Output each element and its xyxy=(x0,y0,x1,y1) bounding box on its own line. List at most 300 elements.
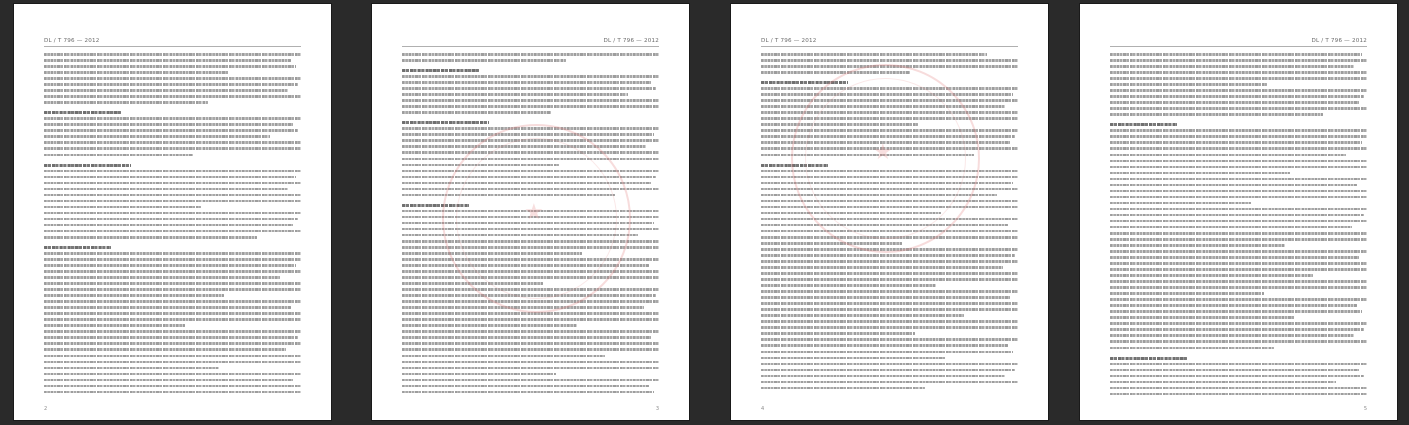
text-line-ink xyxy=(1110,147,1367,150)
text-line xyxy=(44,101,301,106)
text-line xyxy=(402,258,659,263)
text-line-ink xyxy=(44,355,301,358)
text-line xyxy=(761,59,1018,64)
paragraph-gap xyxy=(1110,353,1367,356)
text-line xyxy=(44,342,301,347)
text-line-ink xyxy=(761,218,1018,221)
text-line xyxy=(44,306,301,311)
text-line xyxy=(44,135,301,140)
text-line-ink xyxy=(44,77,301,80)
text-line xyxy=(761,363,1018,368)
page-header-code: DL / T 796 — 2012 xyxy=(603,38,659,44)
text-line xyxy=(761,111,1018,116)
text-line-ink xyxy=(402,59,566,62)
text-line-ink xyxy=(402,300,659,303)
text-line xyxy=(402,145,659,150)
text-line xyxy=(761,99,1018,104)
text-line-ink xyxy=(402,182,651,185)
text-line xyxy=(402,367,659,372)
text-line-ink xyxy=(402,306,644,309)
text-line-ink xyxy=(761,154,974,157)
text-line-ink xyxy=(761,59,1018,62)
text-line xyxy=(44,123,301,128)
text-line-ink xyxy=(1110,292,1264,295)
text-line xyxy=(402,348,659,353)
text-line-ink xyxy=(761,194,997,197)
text-line-ink xyxy=(1110,190,1367,193)
text-line-ink xyxy=(402,336,651,339)
text-line xyxy=(1110,71,1367,76)
text-line-ink xyxy=(761,357,946,360)
text-line xyxy=(44,117,301,122)
document-page[interactable] xyxy=(731,4,1048,420)
text-line xyxy=(44,176,301,181)
text-line xyxy=(761,357,1018,362)
text-line-ink xyxy=(44,53,301,56)
text-line-ink xyxy=(1110,89,1367,92)
text-line xyxy=(402,312,659,317)
text-line-ink xyxy=(402,133,654,136)
text-line-ink xyxy=(1110,141,1362,144)
text-line xyxy=(1110,95,1367,100)
text-line-ink xyxy=(1110,83,1267,86)
text-line xyxy=(402,99,659,104)
text-line xyxy=(402,294,659,299)
text-line-ink xyxy=(761,332,915,335)
text-line xyxy=(761,266,1018,271)
text-line xyxy=(402,228,659,233)
text-line-ink xyxy=(44,59,291,62)
text-line xyxy=(402,270,659,275)
text-line-ink xyxy=(402,294,656,297)
text-line-ink xyxy=(44,117,301,120)
text-line xyxy=(44,391,301,396)
text-line-ink xyxy=(44,83,298,86)
header-rule xyxy=(761,46,1018,47)
text-line xyxy=(1110,65,1367,70)
text-line xyxy=(761,176,1018,181)
text-line-ink xyxy=(44,129,298,132)
text-line xyxy=(761,375,1018,380)
text-line-ink xyxy=(402,151,659,154)
text-line-ink xyxy=(44,89,288,92)
text-line-ink xyxy=(402,342,659,345)
text-line-ink xyxy=(44,141,301,144)
text-line-ink xyxy=(402,69,479,72)
text-line-ink xyxy=(44,71,229,74)
text-line-ink xyxy=(44,176,296,179)
text-line xyxy=(44,379,301,384)
text-line xyxy=(761,381,1018,386)
text-line xyxy=(402,188,659,193)
text-line xyxy=(761,338,1018,343)
text-line xyxy=(402,194,659,199)
text-line-ink xyxy=(44,294,224,297)
text-line xyxy=(761,326,1018,331)
text-line-ink xyxy=(761,290,1018,293)
text-line xyxy=(44,182,301,187)
text-line-ink xyxy=(1110,262,1367,265)
text-line-ink xyxy=(44,288,301,291)
text-line-ink xyxy=(1110,129,1367,132)
text-line-ink xyxy=(761,212,941,215)
text-line-ink xyxy=(402,355,605,358)
text-line-ink xyxy=(761,224,1008,227)
text-line-ink xyxy=(1110,268,1367,271)
text-line xyxy=(402,246,659,251)
text-line xyxy=(44,336,301,341)
text-line xyxy=(402,240,659,245)
text-line-ink xyxy=(402,145,646,148)
text-line xyxy=(402,170,659,175)
text-line xyxy=(44,141,301,146)
text-line xyxy=(761,260,1018,265)
text-line-ink xyxy=(1110,274,1313,277)
text-line-ink xyxy=(402,373,556,376)
text-line xyxy=(44,373,301,378)
text-line xyxy=(402,234,659,239)
text-line-ink xyxy=(44,230,301,233)
text-line xyxy=(1110,393,1367,398)
text-line xyxy=(761,218,1018,223)
text-line-ink xyxy=(44,306,291,309)
page-number: 3 xyxy=(655,406,659,412)
text-line-ink xyxy=(761,369,1015,372)
text-line xyxy=(1110,363,1367,368)
text-line xyxy=(761,284,1018,289)
text-line-ink xyxy=(402,318,659,321)
text-line-ink xyxy=(1110,202,1251,205)
text-line xyxy=(761,278,1018,283)
text-line-ink xyxy=(44,379,293,382)
text-line-ink xyxy=(1110,53,1362,56)
text-line-ink xyxy=(402,385,649,388)
text-line-ink xyxy=(402,288,659,291)
text-line-ink xyxy=(761,170,1018,173)
text-line xyxy=(402,176,659,181)
text-line-ink xyxy=(44,300,301,303)
page-number: 4 xyxy=(761,406,765,412)
text-line-ink xyxy=(761,338,1018,341)
text-line xyxy=(761,200,1018,205)
text-line xyxy=(44,224,301,229)
text-line xyxy=(402,288,659,293)
text-line xyxy=(1110,322,1367,327)
text-line xyxy=(402,355,659,360)
text-line-ink xyxy=(1110,328,1364,331)
text-line xyxy=(1110,135,1367,140)
text-line-ink xyxy=(1110,340,1367,343)
text-line xyxy=(44,282,301,287)
text-line xyxy=(1110,381,1367,386)
text-line-ink xyxy=(402,53,659,56)
text-line-ink xyxy=(1110,154,1346,157)
text-line-ink xyxy=(761,81,848,84)
text-line xyxy=(1110,129,1367,134)
text-line xyxy=(1110,113,1367,118)
text-line-ink xyxy=(1110,123,1177,126)
text-line-ink xyxy=(1110,226,1352,229)
text-line xyxy=(1110,232,1367,237)
text-line xyxy=(761,71,1018,76)
text-line xyxy=(761,387,1018,392)
text-line xyxy=(1110,147,1367,152)
text-line xyxy=(1110,286,1367,291)
text-line-ink xyxy=(761,206,1018,209)
text-line xyxy=(761,302,1018,307)
text-line xyxy=(402,306,659,311)
text-line-ink xyxy=(1110,184,1357,187)
text-line-ink xyxy=(761,123,918,126)
text-line xyxy=(402,111,659,116)
text-line xyxy=(44,111,301,116)
text-line xyxy=(1110,357,1367,362)
text-line-ink xyxy=(761,105,1005,108)
text-line xyxy=(402,139,659,144)
text-line xyxy=(761,129,1018,134)
text-line-ink xyxy=(761,278,1018,281)
text-line-ink xyxy=(402,87,656,90)
text-line-ink xyxy=(44,348,286,351)
text-line xyxy=(1110,208,1367,213)
text-line-ink xyxy=(44,147,301,150)
text-line xyxy=(1110,334,1367,339)
text-line-ink xyxy=(44,336,298,339)
text-line xyxy=(1110,387,1367,392)
text-line xyxy=(44,53,301,58)
text-line-ink xyxy=(1110,166,1367,169)
text-line xyxy=(1110,310,1367,315)
text-line-ink xyxy=(1110,286,1367,289)
text-line-ink xyxy=(44,65,296,68)
text-line xyxy=(44,83,301,88)
text-line-ink xyxy=(1110,322,1367,325)
text-line-ink xyxy=(44,188,288,191)
text-line xyxy=(761,332,1018,337)
text-line-ink xyxy=(1110,59,1367,62)
text-line-ink xyxy=(761,351,1013,354)
text-line-ink xyxy=(44,276,280,279)
text-line xyxy=(761,224,1018,229)
text-line xyxy=(44,258,301,263)
text-line-ink xyxy=(761,182,1013,185)
text-line xyxy=(1110,77,1367,82)
text-line-ink xyxy=(402,391,654,394)
text-line-ink xyxy=(402,270,659,273)
text-line-ink xyxy=(761,266,1003,269)
text-line xyxy=(44,324,301,329)
text-line-ink xyxy=(402,139,659,142)
text-line-ink xyxy=(1110,304,1357,307)
text-line-ink xyxy=(44,246,111,249)
text-line xyxy=(402,182,659,187)
text-line xyxy=(402,127,659,132)
text-line xyxy=(44,276,301,281)
text-line-ink xyxy=(402,158,659,161)
text-line xyxy=(44,71,301,76)
text-line xyxy=(44,300,301,305)
text-line-ink xyxy=(761,344,1008,347)
text-line-ink xyxy=(1110,347,1274,350)
text-line-ink xyxy=(402,99,659,102)
text-line xyxy=(44,330,301,335)
text-line-ink xyxy=(44,194,301,197)
text-line xyxy=(1110,274,1367,279)
paragraph-gap xyxy=(44,160,301,163)
text-line-ink xyxy=(44,330,301,333)
text-line xyxy=(44,194,301,199)
text-line xyxy=(761,369,1018,374)
text-line-ink xyxy=(1110,256,1359,259)
text-line xyxy=(44,147,301,152)
text-line xyxy=(44,246,301,251)
text-line xyxy=(44,270,301,275)
text-line-ink xyxy=(1110,316,1295,319)
text-line-ink xyxy=(402,324,577,327)
text-line-ink xyxy=(1110,232,1367,235)
text-line xyxy=(402,330,659,335)
text-line xyxy=(44,77,301,82)
text-line xyxy=(44,129,301,134)
text-line xyxy=(1110,123,1367,128)
text-line-ink xyxy=(44,164,131,167)
text-line xyxy=(1110,196,1367,201)
text-line xyxy=(1110,375,1367,380)
text-line-ink xyxy=(44,111,121,114)
text-line xyxy=(761,53,1018,58)
text-line xyxy=(1110,250,1367,255)
text-line-ink xyxy=(1110,113,1323,116)
text-line-ink xyxy=(402,379,659,382)
page-number: 2 xyxy=(44,406,48,412)
text-line-ink xyxy=(1110,196,1367,199)
text-line-ink xyxy=(402,204,469,207)
document-page[interactable] xyxy=(14,4,331,420)
text-line xyxy=(402,121,659,126)
text-line-ink xyxy=(761,135,1015,138)
text-line-ink xyxy=(761,375,1005,378)
seal-star-icon: ★ xyxy=(873,140,893,165)
header-rule xyxy=(44,46,301,47)
text-line xyxy=(1110,316,1367,321)
paragraph-gap xyxy=(761,77,1018,80)
text-line xyxy=(1110,280,1367,285)
document-page[interactable] xyxy=(372,4,689,420)
text-line xyxy=(402,158,659,163)
text-line-ink xyxy=(761,260,1018,263)
text-line xyxy=(44,348,301,353)
text-line-ink xyxy=(44,218,298,221)
text-line xyxy=(1110,59,1367,64)
text-line-ink xyxy=(402,170,659,173)
document-page[interactable] xyxy=(1080,4,1397,420)
text-line-ink xyxy=(1110,71,1367,74)
text-line-ink xyxy=(1110,77,1367,80)
text-line xyxy=(1110,214,1367,219)
text-line-ink xyxy=(1110,381,1336,384)
text-line-ink xyxy=(1110,220,1367,223)
text-line xyxy=(761,351,1018,356)
text-line xyxy=(1110,340,1367,345)
text-line xyxy=(1110,292,1367,297)
text-line-ink xyxy=(44,391,301,394)
text-line-ink xyxy=(1110,375,1364,378)
text-line xyxy=(1110,141,1367,146)
text-line xyxy=(402,81,659,86)
text-line xyxy=(44,200,301,205)
text-line-ink xyxy=(1110,334,1354,337)
text-line xyxy=(402,336,659,341)
text-line xyxy=(402,105,659,110)
text-line-ink xyxy=(761,230,1018,233)
text-line-ink xyxy=(44,367,219,370)
text-line xyxy=(44,367,301,372)
text-line xyxy=(402,53,659,58)
text-line-ink xyxy=(761,111,1018,114)
text-line xyxy=(761,194,1018,199)
text-line-ink xyxy=(761,176,1018,179)
text-line-ink xyxy=(44,361,301,364)
text-line-ink xyxy=(402,81,651,84)
text-line xyxy=(1110,89,1367,94)
text-line-ink xyxy=(1110,369,1359,372)
page-header-code: DL / T 796 — 2012 xyxy=(44,38,100,44)
paragraph-gap xyxy=(44,242,301,245)
paragraph-gap xyxy=(402,65,659,68)
text-line-ink xyxy=(402,176,656,179)
text-line xyxy=(1110,184,1367,189)
text-line-ink xyxy=(44,252,301,255)
text-line xyxy=(1110,154,1367,159)
text-line xyxy=(402,282,659,287)
text-line-ink xyxy=(44,373,301,376)
header-rule xyxy=(402,46,659,47)
text-line-ink xyxy=(761,363,1018,366)
text-line-ink xyxy=(761,314,964,317)
text-line-ink xyxy=(1110,95,1364,98)
text-line xyxy=(761,296,1018,301)
text-line-ink xyxy=(44,206,201,209)
text-line-ink xyxy=(402,121,489,124)
text-line xyxy=(402,93,659,98)
text-line-ink xyxy=(761,326,1018,329)
text-line-ink xyxy=(402,330,659,333)
text-line-ink xyxy=(1110,393,1367,396)
text-line xyxy=(761,188,1018,193)
text-line xyxy=(44,252,301,257)
text-line xyxy=(402,373,659,378)
text-line xyxy=(44,206,301,211)
text-line-ink xyxy=(402,361,659,364)
text-line-ink xyxy=(44,270,301,273)
seal-star-icon: ★ xyxy=(524,200,544,225)
text-line xyxy=(1110,172,1367,177)
text-line xyxy=(761,308,1018,313)
text-line-ink xyxy=(44,318,301,321)
text-line-ink xyxy=(1110,280,1367,283)
text-line-ink xyxy=(761,65,1018,68)
page-body-text xyxy=(1110,52,1367,402)
text-line-ink xyxy=(1110,135,1367,138)
text-line-ink xyxy=(402,367,659,370)
text-line-ink xyxy=(44,236,257,239)
text-line xyxy=(761,236,1018,241)
text-line-ink xyxy=(761,308,1018,311)
text-line xyxy=(761,212,1018,217)
text-line-ink xyxy=(44,342,301,345)
text-line xyxy=(44,164,301,169)
text-line xyxy=(44,188,301,193)
